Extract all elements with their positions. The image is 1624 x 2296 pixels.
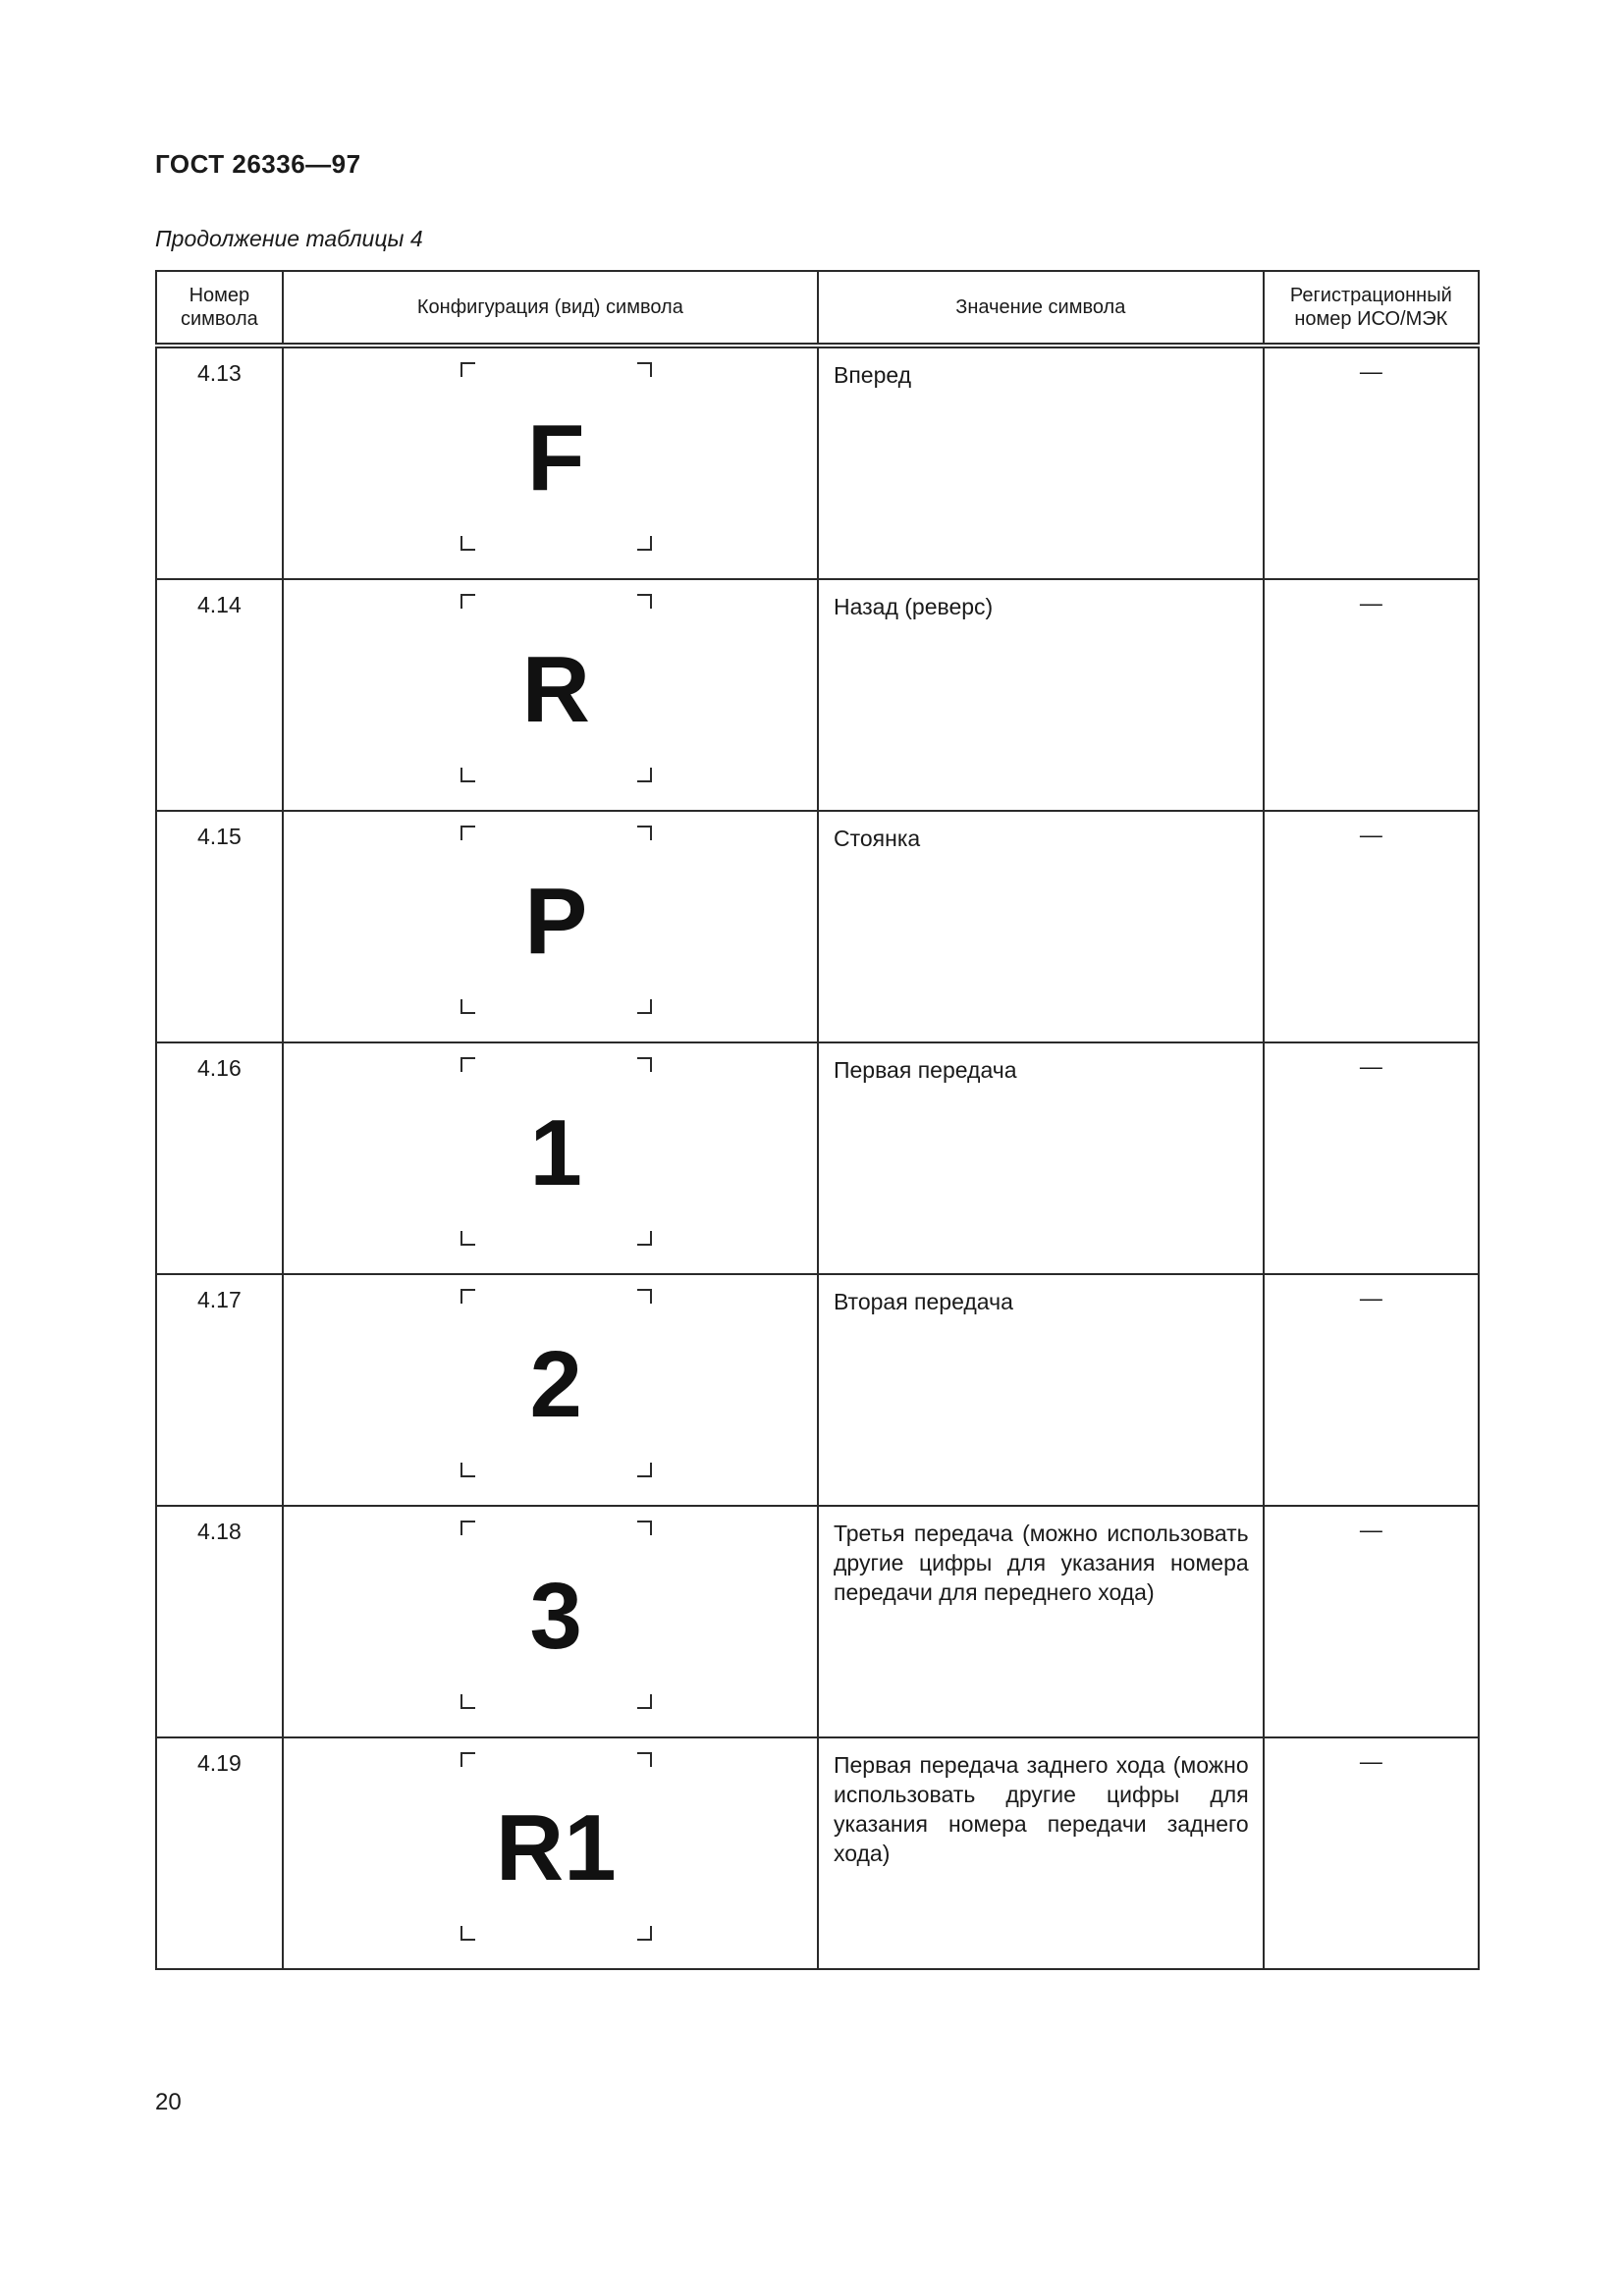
symbol-frame xyxy=(460,594,652,782)
frame-corner-mark xyxy=(637,1463,652,1477)
page-number: 20 xyxy=(155,2089,182,2115)
table-row xyxy=(156,1737,1479,1969)
symbol-meaning: Третья передача (можно использовать другие цифры для указания номера передачи для переднего хода) xyxy=(818,1506,1264,1737)
symbol-frame xyxy=(460,1289,652,1477)
frame-corner-mark xyxy=(637,594,652,609)
registration-number: — xyxy=(1264,1737,1479,1969)
frame-corner-mark xyxy=(637,768,652,782)
frame-corner-mark xyxy=(637,1231,652,1246)
frame-corner-mark xyxy=(637,536,652,551)
symbol-glyph: 2 xyxy=(529,1332,582,1437)
frame-corner-mark xyxy=(637,999,652,1014)
symbol-meaning: Первая передача заднего хода (можно использовать другие цифры для указания номера передачи заднего хода) xyxy=(818,1737,1264,1969)
symbol-configuration-cell xyxy=(283,346,818,579)
frame-corner-mark xyxy=(637,1057,652,1072)
frame-corner-mark xyxy=(460,826,475,840)
frame-corner-mark xyxy=(460,768,475,782)
registration-number: — xyxy=(1264,811,1479,1042)
symbol-frame xyxy=(460,1057,652,1246)
frame-corner-mark xyxy=(637,1289,652,1304)
symbol-meaning: Стоянка xyxy=(818,811,1264,1042)
frame-corner-mark xyxy=(460,1231,475,1246)
symbol-frame xyxy=(460,1521,652,1709)
frame-corner-mark xyxy=(637,1752,652,1767)
symbol-number: 4.14 xyxy=(156,579,283,811)
document-header: ГОСТ 26336—97 xyxy=(155,149,361,179)
frame-corner-mark xyxy=(460,1694,475,1709)
frame-corner-mark xyxy=(460,1926,475,1941)
registration-number: — xyxy=(1264,1274,1479,1506)
symbol-number: 4.15 xyxy=(156,811,283,1042)
symbol-number: 4.19 xyxy=(156,1737,283,1969)
symbol-number: 4.18 xyxy=(156,1506,283,1737)
symbol-glyph: 1 xyxy=(529,1100,582,1205)
table-row xyxy=(156,811,1479,1042)
frame-corner-mark xyxy=(460,1521,475,1535)
symbol-configuration-cell xyxy=(283,579,818,811)
symbol-glyph: R1 xyxy=(495,1795,617,1900)
symbol-configuration-cell xyxy=(283,1506,818,1737)
symbol-configuration-cell xyxy=(283,1042,818,1274)
frame-corner-mark xyxy=(637,362,652,377)
symbol-frame xyxy=(460,826,652,1014)
symbol-meaning: Первая передача xyxy=(818,1042,1264,1274)
column-header-configuration: Конфигурация (вид) символа xyxy=(283,271,818,346)
frame-corner-mark xyxy=(637,1521,652,1535)
registration-number: — xyxy=(1264,346,1479,579)
table-row xyxy=(156,1042,1479,1274)
registration-number: — xyxy=(1264,1506,1479,1737)
frame-corner-mark xyxy=(637,826,652,840)
column-header-meaning: Значение символа xyxy=(818,271,1264,346)
symbol-glyph: R xyxy=(521,637,590,742)
table-row xyxy=(156,579,1479,811)
symbol-meaning: Назад (реверс) xyxy=(818,579,1264,811)
symbol-number: 4.17 xyxy=(156,1274,283,1506)
table-header-row xyxy=(156,271,1479,346)
symbol-glyph: 3 xyxy=(529,1564,582,1669)
symbol-meaning: Вперед xyxy=(818,346,1264,579)
symbol-frame xyxy=(460,362,652,551)
table-row xyxy=(156,1506,1479,1737)
column-header-number: Номер символа xyxy=(156,271,283,346)
symbol-configuration-cell xyxy=(283,811,818,1042)
symbol-configuration-cell xyxy=(283,1274,818,1506)
frame-corner-mark xyxy=(460,1752,475,1767)
symbol-configuration-cell xyxy=(283,1737,818,1969)
symbol-number: 4.13 xyxy=(156,346,283,579)
symbol-number: 4.16 xyxy=(156,1042,283,1274)
table-row xyxy=(156,1274,1479,1506)
symbol-meaning: Вторая передача xyxy=(818,1274,1264,1506)
frame-corner-mark xyxy=(460,1057,475,1072)
frame-corner-mark xyxy=(460,1289,475,1304)
symbol-glyph: P xyxy=(524,869,588,974)
registration-number: — xyxy=(1264,579,1479,811)
frame-corner-mark xyxy=(460,362,475,377)
table-row xyxy=(156,346,1479,579)
frame-corner-mark xyxy=(637,1694,652,1709)
frame-corner-mark xyxy=(460,1463,475,1477)
column-header-registration: Регистрационный номер ИСО/МЭК xyxy=(1264,271,1479,346)
frame-corner-mark xyxy=(460,536,475,551)
frame-corner-mark xyxy=(460,594,475,609)
frame-corner-mark xyxy=(460,999,475,1014)
frame-corner-mark xyxy=(637,1926,652,1941)
symbol-frame xyxy=(460,1752,652,1941)
table-caption: Продолжение таблицы 4 xyxy=(155,226,423,251)
symbol-glyph: F xyxy=(526,405,585,510)
registration-number: — xyxy=(1264,1042,1479,1274)
symbols-table xyxy=(155,270,1480,1970)
